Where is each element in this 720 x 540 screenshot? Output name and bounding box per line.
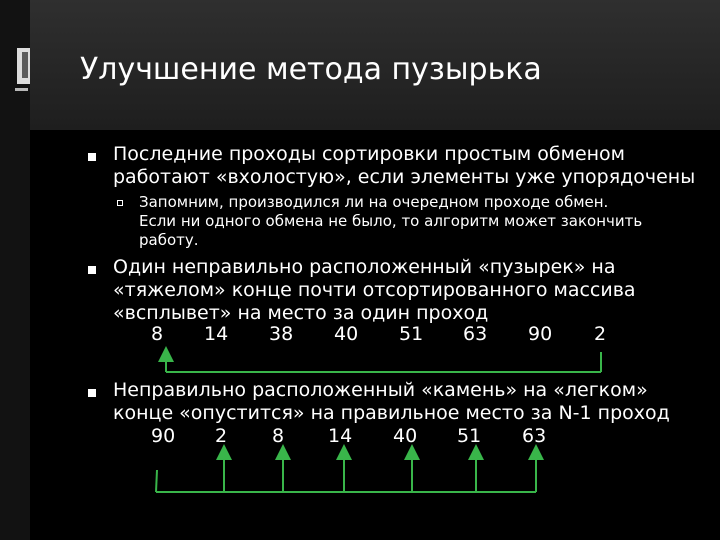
array1-value: 90	[528, 323, 553, 345]
array1-value: 40	[334, 323, 359, 345]
array2-value: 63	[522, 425, 547, 447]
array1-value: 8	[151, 323, 164, 345]
sub-bullet-line-3: работу.	[139, 231, 199, 249]
array1-value: 14	[204, 323, 229, 345]
array2-value: 51	[457, 425, 482, 447]
array2-value: 90	[151, 425, 176, 447]
array2-value: 14	[328, 425, 353, 447]
array1-value: 51	[399, 323, 424, 345]
bubble-arrow	[166, 352, 601, 372]
arrow-source-line	[156, 470, 157, 492]
bullet-1-line-2: работают «вхолостую», если элементы уже упорядочены	[113, 166, 696, 188]
array2-value: 40	[393, 425, 418, 447]
bullet-2-line-3: «всплывет» на место за один проход	[113, 302, 489, 324]
bullet-2-line-2: «тяжелом» конце почти отсортированного массива	[113, 279, 636, 301]
array1-value: 38	[269, 323, 294, 345]
bullet-2-line-1: Один неправильно расположенный «пузырек» на	[113, 256, 616, 278]
array2-value: 8	[272, 425, 285, 447]
array1-value: 63	[463, 323, 488, 345]
bullet-1-line-1: Последние проходы сортировки простым обменом	[113, 143, 626, 165]
slide-title: Улучшение метода пузырька	[80, 52, 542, 87]
bullet-3-line-1: Неправильно расположенный «камень» на «легком»	[113, 379, 648, 401]
array2-value: 2	[215, 425, 228, 447]
sub-bullet-line-2: Если ни одного обмена не было, то алгоритм может закончить	[139, 212, 643, 230]
bullet-3-line-2: конце «опустится» на правильное место за N-1 проход	[113, 402, 670, 424]
sub-bullet-line-1: Запомним, производился ли на очередном проходе обмен.	[139, 193, 609, 211]
array1-value: 2	[594, 323, 607, 345]
stone-arrows	[156, 452, 536, 492]
